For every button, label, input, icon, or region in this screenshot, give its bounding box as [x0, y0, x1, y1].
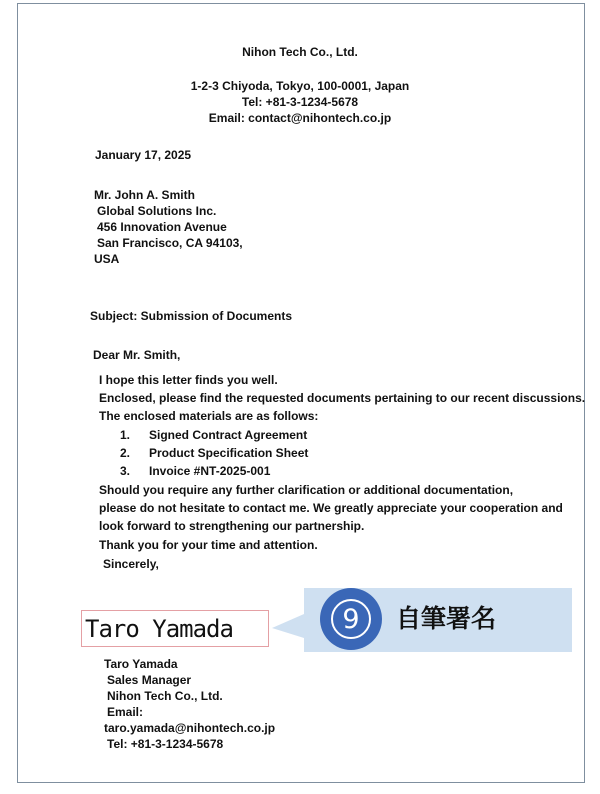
letterhead-email: Email: contact@nihontech.co.jp — [208, 111, 392, 125]
list-item-number: 2. — [119, 446, 130, 460]
sender-company: Nihon Tech Co., Ltd. — [107, 689, 223, 703]
list-item-number: 1. — [119, 428, 130, 442]
recipient-name: Mr. John A. Smith — [94, 188, 195, 202]
callout-number-badge — [320, 588, 382, 650]
body-line: I hope this letter finds you well. — [99, 373, 278, 387]
body-line: Enclosed, please find the requested documents pertaining to our recent discussions. — [99, 391, 586, 405]
sender-email: taro.yamada@nihontech.co.jp — [104, 721, 276, 735]
list-item: Signed Contract Agreement — [149, 428, 308, 442]
letter-date: January 17, 2025 — [95, 148, 192, 162]
salutation: Dear Mr. Smith, — [93, 348, 181, 362]
list-item: Invoice #NT-2025-001 — [149, 464, 271, 478]
body-line: The enclosed materials are as follows: — [99, 409, 319, 423]
letterhead-address: 1-2-3 Chiyoda, Tokyo, 100-0001, Japan — [190, 79, 410, 93]
recipient-country: USA — [94, 252, 120, 266]
callout-number: 9 — [331, 599, 371, 639]
signature-box — [81, 610, 269, 647]
sender-email-label: Email: — [107, 705, 144, 719]
letterhead-tel: Tel: +81-3-1234-5678 — [241, 95, 359, 109]
body-line: look forward to strengthening our partnership. — [99, 519, 365, 533]
recipient-company: Global Solutions Inc. — [97, 204, 217, 218]
sender-name: Taro Yamada — [104, 657, 178, 671]
recipient-street: 456 Innovation Avenue — [97, 220, 227, 234]
body-line: Thank you for your time and attention. — [99, 538, 318, 552]
subject-line: Subject: Submission of Documents — [90, 309, 293, 323]
handwritten-signature: Taro Yamada — [85, 615, 233, 643]
sender-tel: Tel: +81-3-1234-5678 — [107, 737, 224, 751]
callout-label: 自筆署名 — [396, 604, 497, 633]
list-item-number: 3. — [119, 464, 130, 478]
list-item: Product Specification Sheet — [149, 446, 309, 460]
closing: Sincerely, — [103, 557, 159, 571]
recipient-city: San Francisco, CA 94103, — [97, 236, 243, 250]
letterhead-company: Nihon Tech Co., Ltd. — [242, 45, 358, 59]
sender-title: Sales Manager — [107, 673, 192, 687]
body-line: Should you require any further clarification or additional documentation, — [99, 483, 514, 497]
body-line: please do not hesitate to contact me. We greatly appreciate your cooperation and — [99, 501, 563, 515]
